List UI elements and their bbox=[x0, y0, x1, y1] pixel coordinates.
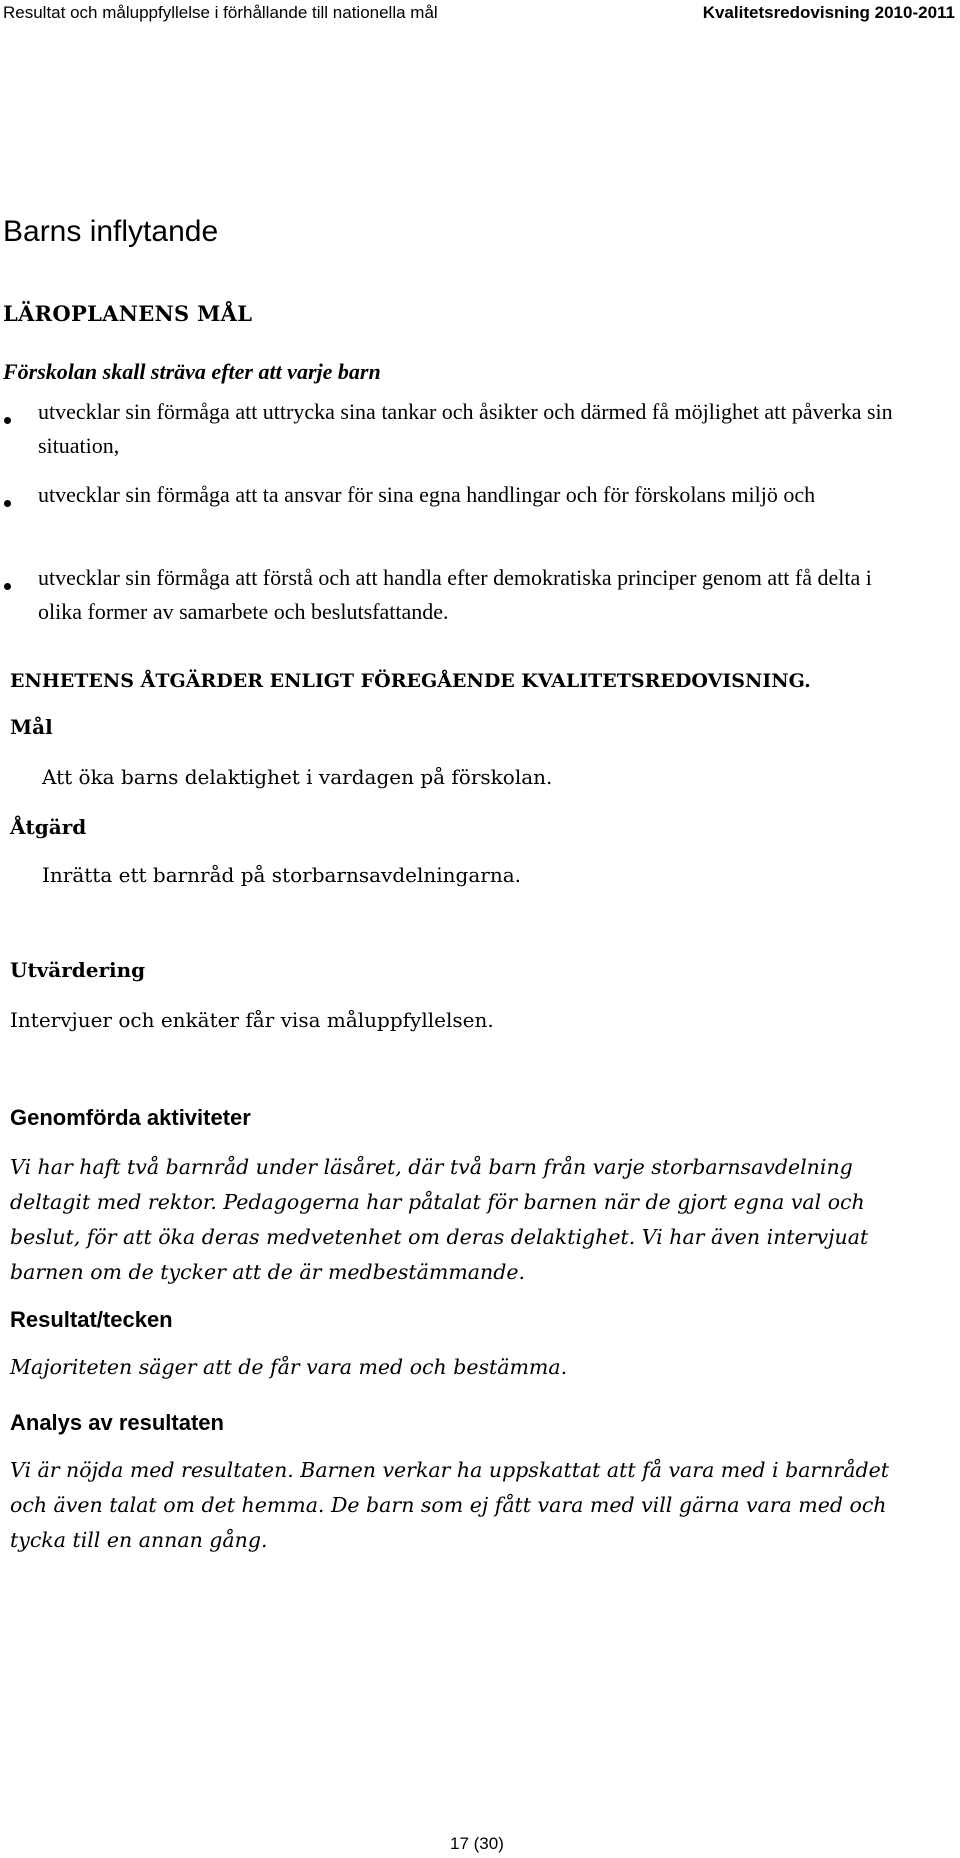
activities-text: Vi har haft två barnråd under läsåret, där två barn från varje storbarnsavdelning deltagit med rektor. Pedagogerna har påtalat för barnen när de gjort egna val och beslut, för att öka deras medvetenhet om deras delaktighet. Vi har även intervjuat barnen om de tycker att de är medbestämmande. bbox=[10, 1155, 869, 1284]
previous-actions-heading: ENHETENS ÅTGÄRDER ENLIGT FÖREGÅENDE KVALITETSREDOVISNING. bbox=[10, 670, 811, 692]
list-item-text: utvecklar sin förmåga att förstå och att handla efter demokratiska principer genom att få delta i olika former av samarbete och beslutsfattande. bbox=[38, 565, 872, 624]
goal-label: Mål bbox=[10, 715, 53, 739]
bullet-dot bbox=[4, 500, 11, 507]
analysis-text: Vi är nöjda med resultaten. Barnen verkar ha uppskattat att få vara med i barnrådet och även talat om det hemma. De barn som ej fått vara med vill gärna vara med och tycka till en annan gång. bbox=[10, 1458, 889, 1552]
list-item-text: utvecklar sin förmåga att ta ansvar för sina egna handlingar och för förskolans miljö och bbox=[38, 482, 816, 507]
evaluation-label: Utvärdering bbox=[10, 958, 146, 982]
list-item-text: utvecklar sin förmåga att uttrycka sina tankar och åsikter och därmed få möjlighet att påverka sin situation, bbox=[38, 399, 893, 458]
activities-heading: Genomförda aktiviteter bbox=[10, 1105, 251, 1130]
bullet-dot bbox=[4, 417, 11, 424]
page-header-title: Resultat och måluppfyllelse i förhållande till nationella mål bbox=[3, 3, 438, 22]
page-number: 17 (30) bbox=[450, 1834, 504, 1853]
action-text: Inrätta ett barnråd på storbarnsavdelningarna. bbox=[42, 863, 521, 887]
results-heading: Resultat/tecken bbox=[10, 1307, 173, 1332]
curriculum-goals-heading: LÄROPLANENS MÅL bbox=[3, 301, 253, 326]
page-header-report-name: Kvalitetsredovisning 2010-2011 bbox=[702, 3, 955, 22]
strive-statement: Förskolan skall sträva efter att varje barn bbox=[3, 359, 381, 384]
analysis-heading: Analys av resultaten bbox=[10, 1410, 224, 1435]
bullet-dot bbox=[4, 583, 11, 590]
evaluation-text: Intervjuer och enkäter får visa måluppfyllelsen. bbox=[10, 1008, 494, 1032]
goal-text: Att öka barns delaktighet i vardagen på förskolan. bbox=[42, 765, 553, 789]
section-title: Barns inflytande bbox=[3, 215, 219, 248]
results-text: Majoriteten säger att de får vara med och bestämma. bbox=[10, 1355, 568, 1379]
action-label: Åtgärd bbox=[10, 815, 87, 839]
